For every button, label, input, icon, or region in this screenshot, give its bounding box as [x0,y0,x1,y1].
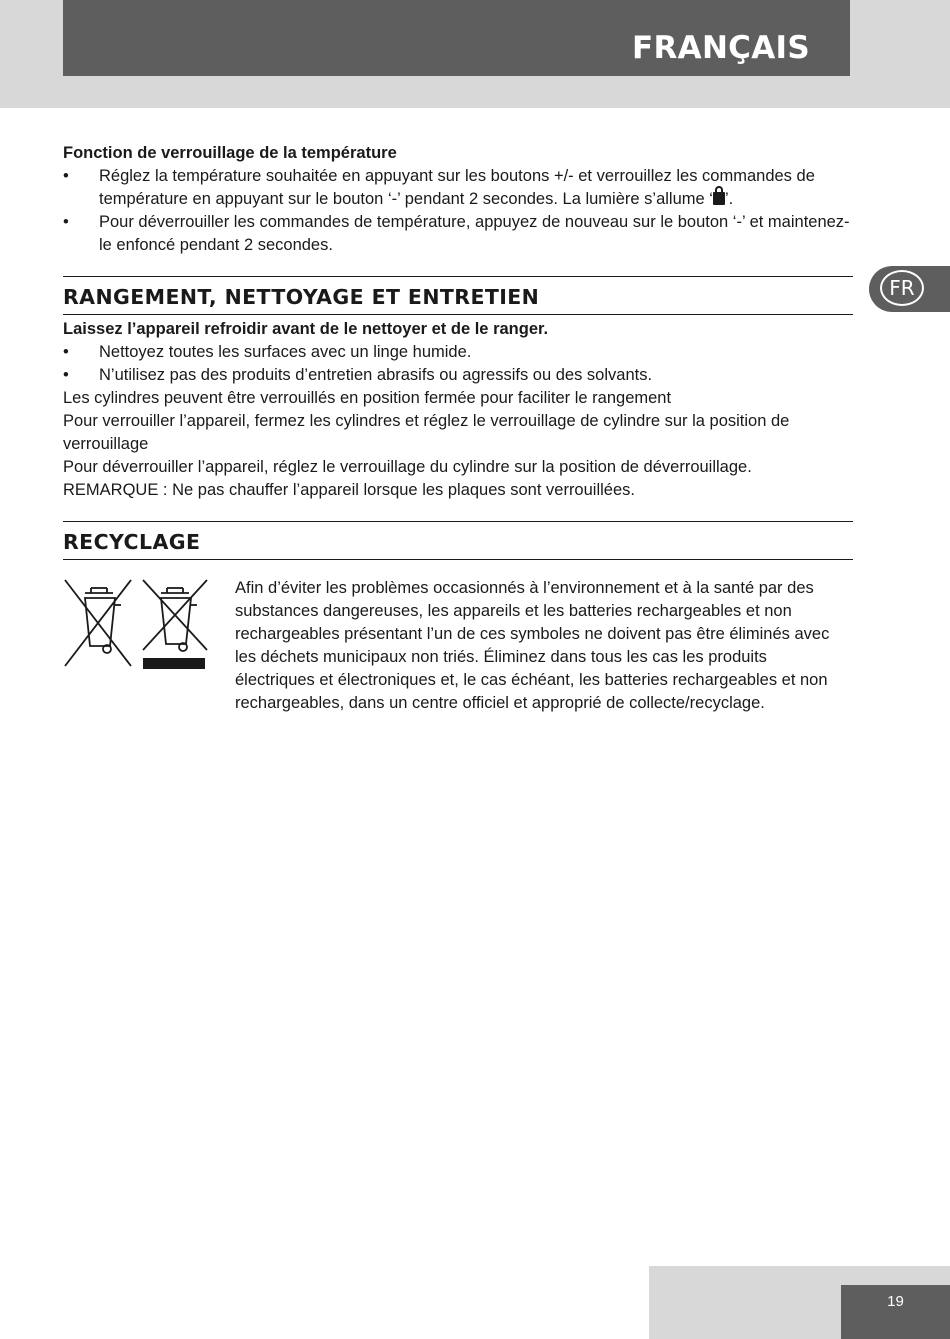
temperature-lock-list [63,165,853,257]
recycling-title: RECYCLAGE [63,521,853,560]
storage-note: REMARQUE : Ne pas chauffer l’appareil lorsque les plaques sont verrouillées. [63,481,635,499]
storage-paragraph: Pour verrouiller l’appareil, fermez les cylindres et réglez le verrouillage de cylindre sur la position de verrouillage [63,412,790,453]
recycling-text: Afin d’éviter les problèmes occasionnés à l’environnement et à la santé par des substances dangereuses, les appareils et les batteries rechargeables et non rechargeables présentant l’un de ces symboles ne doivent pas être éliminés avec les déchets municipaux non triés. Éliminez dans tous les cas les produits électriques et électroniques et, le cas échéant, les batteries rechargeables et non rechargeables, dans un centre officiel et approprié de collecte/recyclage. [235,579,830,712]
storage-title: RANGEMENT, NETTOYAGE ET ENTRETIEN [63,276,853,315]
lock-icon [713,192,725,205]
storage-section [63,276,853,502]
list-item-text: Réglez la température souhaitée en appuyant sur les boutons +/- et verrouillez les commandes de température en appuyant sur le bouton ‘-’ pendant 2 secondes. La lumière s’allume ‘ [99,167,815,208]
header-bar [63,0,850,76]
recycling-row [63,577,853,715]
storage-list [63,341,853,387]
storage-paragraph: Pour déverrouiller l’appareil, réglez le verrouillage du cylindre sur la position de déverrouillage. [63,458,752,476]
storage-paragraph: Les cylindres peuvent être verrouillés en position fermée pour faciliter le rangement [63,389,672,407]
recycling-section [63,521,853,715]
list-item: • Nettoyez toutes les surfaces avec un linge humide. [63,341,853,364]
crossed-bin-bar-icon [139,578,211,670]
temperature-lock-section [63,142,853,257]
page-content [63,142,853,715]
list-item-text-end: ’. [724,190,734,208]
list-item: • Pour déverrouiller les commandes de température, appuyez de nouveau sur le bouton ‘-’ et maintenez-le enfoncé pendant 2 secondes. [63,211,853,257]
list-item: • N’utilisez pas des produits d’entretien abrasifs ou agressifs ou des solvants. [63,364,853,387]
language-tab-label: FR [880,270,924,306]
list-item [63,165,853,211]
recycling-symbols [63,577,235,715]
storage-warning: Laissez l’appareil refroidir avant de le nettoyer et de le ranger. [63,320,549,338]
language-title: FRANÇAIS [632,30,810,66]
temperature-lock-heading: Fonction de verrouillage de la température [63,144,397,162]
page-number: 19 [841,1285,950,1339]
crossed-bin-icon [63,578,135,670]
